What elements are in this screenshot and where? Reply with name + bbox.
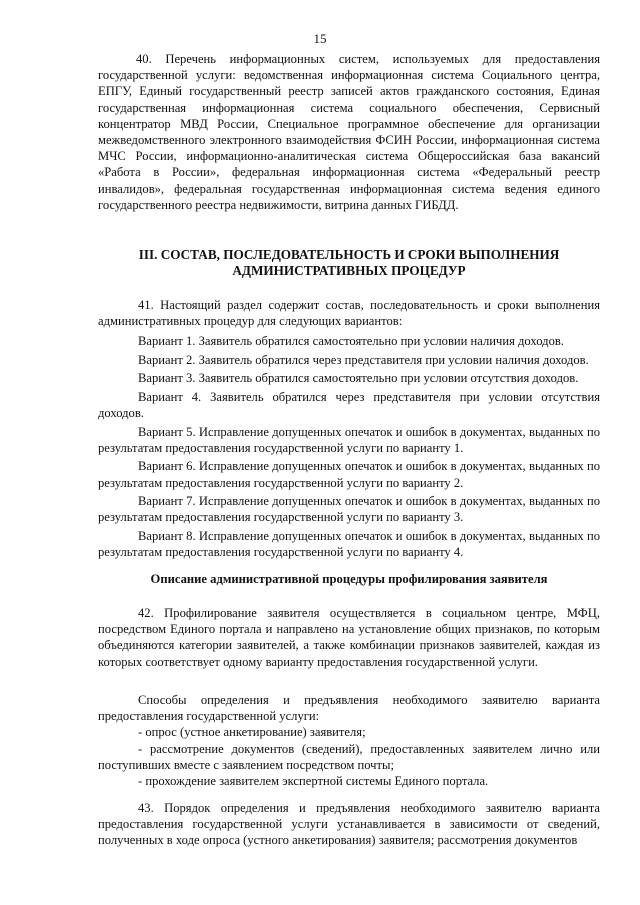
section-heading <box>98 247 600 279</box>
paragraph-40: 40. Перечень информационных систем, используемых для предоставления государственной услуги: ведомственная информационная система Социального центра, ЕПГУ, Единый государственный реестр записей актов гражданского состояния, Единая государственная информационная система социального обеспечения, Сервисный концентратор МВД России, Специальное программное обеспечение для организации межведомственного электронного взаимодействия ФСИН России, информационная система МЧС России, информационно-аналитическая система Общероссийская база вакансий «Работа в России», федеральная информационная система «Федеральный реестр инвалидов», федеральная государственная информационная система ведения единого государственного реестра недвижимости, витрина данных ГИБДД. <box>98 52 600 212</box>
method-item: - рассмотрение документов (сведений), предоставленных заявителем лично или поступивших вместе с заявлением посредством почты; <box>98 741 600 772</box>
variant-item: Вариант 1. Заявитель обратился самостоятельно при условии наличия доходов. <box>138 334 564 348</box>
subheading: Описание административной процедуры профилирования заявителя <box>150 572 548 586</box>
section-heading-line1: III. СОСТАВ, ПОСЛЕДОВАТЕЛЬНОСТЬ И СРОКИ ВЫПОЛНЕНИЯ <box>138 247 560 262</box>
variant-item: Вариант 2. Заявитель обратился через представителя при условии наличия доходов. <box>138 352 589 367</box>
paragraph-41: 41. Настоящий раздел содержит состав, последовательность и сроки выполнения административных процедур для следующих вариантов: <box>98 298 600 329</box>
variant-item: Вариант 3. Заявитель обратился самостоятельно при условии отсутствия доходов. <box>138 371 579 386</box>
methods-block <box>98 692 600 789</box>
variant-item: Вариант 6. Исправление допущенных опечаток и ошибок в документах, выданных по результатам предоставления государственной услуги по варианту 2. <box>98 459 600 490</box>
variant-item: Вариант 5. Исправление допущенных опечаток и ошибок в документах, выданных по результатам предоставления государственной услуги по варианту 1. <box>98 424 600 455</box>
paragraph-42: 42. Профилирование заявителя осуществляется в социальном центре, МФЦ, посредством Единого портала и направлено на установление общих признаков, по которым объединяются категории заявителей, а также комбинации признаков заявителей, каждая из которых соответствует одному варианту предоставления государственной услуги. <box>98 606 600 669</box>
variants-list <box>98 333 600 560</box>
variant-item: Вариант 4. Заявитель обратился через представителя при условии отсутствия доходов. <box>98 389 600 420</box>
variant-item: Вариант 7. Исправление допущенных опечаток и ошибок в документах, выданных по результатам предоставления государственной услуги по варианту 3. <box>98 494 600 525</box>
variant-item: Вариант 8. Исправление допущенных опечаток и ошибок в документах, выданных по результатам предоставления государственной услуги по варианту 4. <box>98 528 600 560</box>
page-number: 15 <box>313 31 327 46</box>
paragraph-43: 43. Порядок определения и предъявления необходимого заявителю варианта предоставления государственной услуги устанавливается в зависимости от сведений, полученных в ходе опроса (устного анкетирования) заявителя; рассмотрения документов <box>98 801 600 848</box>
methods-intro: Способы определения и предъявления необходимого заявителю варианта предоставления государственной услуги: <box>98 693 600 724</box>
method-item: - опрос (устное анкетирование) заявителя; <box>138 725 366 740</box>
section-heading-line2: АДМИНИСТРАТИВНЫХ ПРОЦЕДУР <box>232 263 466 278</box>
method-item: - прохождение заявителем экспертной системы Единого портала. <box>138 774 489 789</box>
